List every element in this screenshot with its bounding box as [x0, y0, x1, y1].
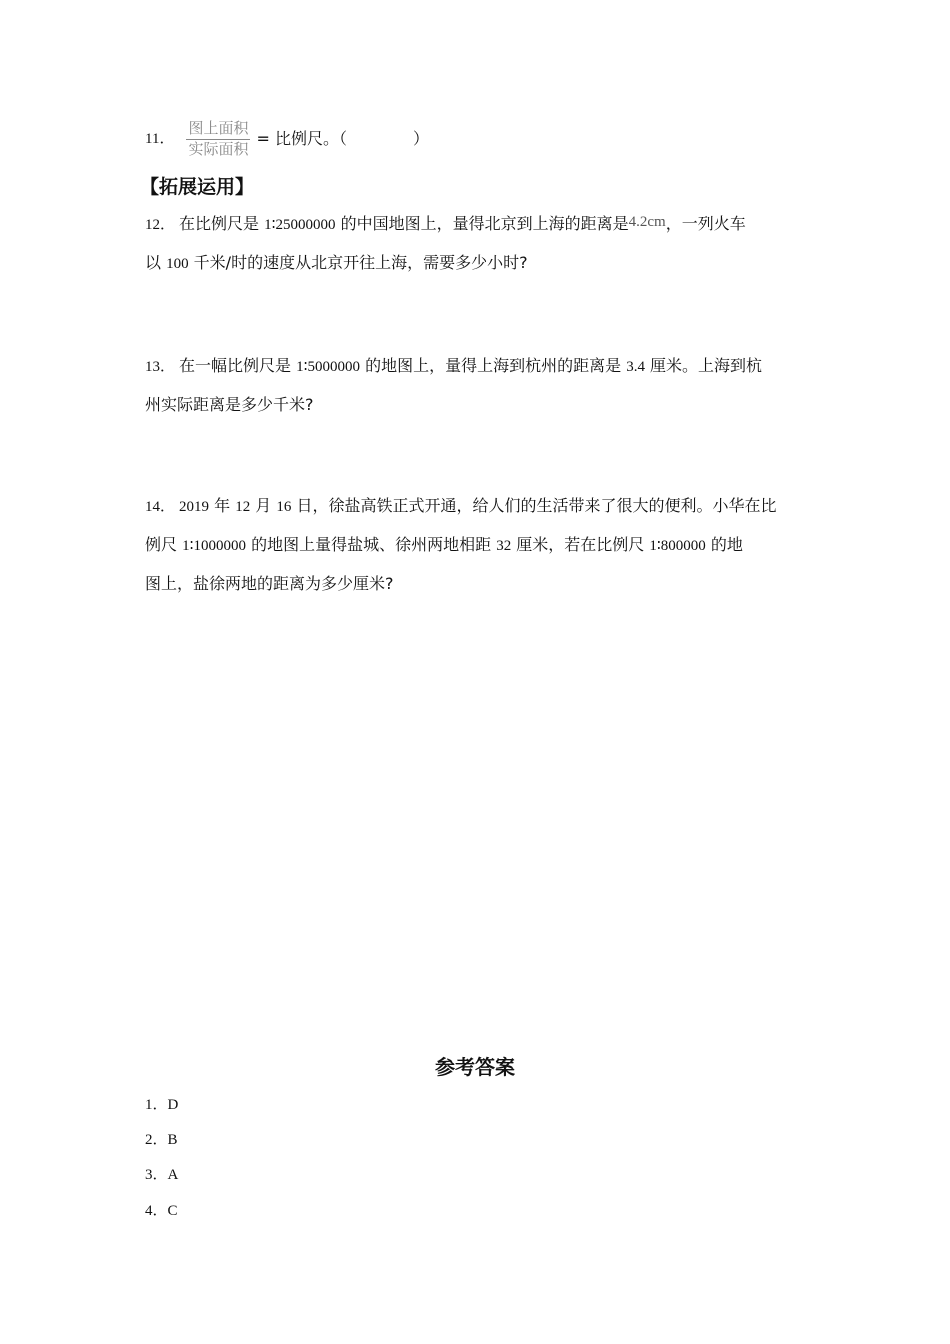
answer-item: 3．A: [145, 1167, 179, 1183]
question-13: [145, 347, 810, 424]
distance-value: 3.4: [626, 359, 645, 375]
day-value: 16: [276, 499, 292, 515]
scale-value: 1∶1000000: [182, 538, 246, 554]
question-text: 图上，盐徐两地的距离为多少厘米?: [145, 574, 394, 593]
question-text: 的中国地图上，量得北京到上海的距离是: [335, 214, 629, 233]
answer-item: 2．B: [145, 1132, 178, 1148]
answer-item: 1．D: [145, 1097, 179, 1113]
area-ratio-fraction: [186, 119, 250, 160]
fraction-numerator: 图上面积: [186, 119, 250, 140]
year-value: 2019: [179, 499, 210, 515]
question-text: 州实际距离是多少千米?: [145, 395, 314, 414]
question-14: [145, 487, 810, 603]
question-11: [145, 114, 810, 164]
question-text: 月: [250, 496, 277, 515]
question-number: 11．: [145, 131, 175, 147]
question-text: 的地图上，量得上海到杭州的距离是: [360, 356, 627, 375]
question-text: 日，徐盐高铁正式开通，给人们的生活带来了很大的便利。小华在比: [291, 496, 777, 515]
question-text: 以: [145, 253, 167, 272]
month-value: 12: [235, 499, 251, 515]
section-title: 【拓展运用】: [140, 176, 255, 198]
question-text: 厘米。上海到杭: [644, 356, 763, 375]
question-text: 在一幅比例尺是: [179, 356, 297, 375]
question-text: 的地图上量得盐城、徐州两地相距: [246, 535, 497, 554]
answers-title: 参考答案: [435, 1055, 515, 1079]
question-text: 例尺: [145, 535, 183, 554]
question-text: 千米/时的速度从北京开往上海，需要多少小时?: [188, 253, 528, 272]
question-text: = 比例尺。（: [256, 129, 347, 148]
question-text: ，一列火车: [665, 214, 746, 233]
distance-value: 4.2cm: [628, 214, 666, 230]
question-number: 12．: [145, 217, 176, 233]
fraction-denominator: 实际面积: [188, 141, 249, 158]
question-text: 厘米，若在比例尺: [511, 535, 650, 554]
question-12: [145, 205, 810, 283]
question-text: 的地: [705, 535, 743, 554]
scale-value: 1∶5000000: [296, 359, 361, 375]
closing-paren: ）: [412, 129, 429, 148]
scale-value: 1∶25000000: [264, 217, 336, 233]
question-number: 14．: [145, 499, 176, 515]
scale-value: 1∶800000: [649, 538, 706, 554]
answer-item: 4．C: [145, 1203, 178, 1219]
question-text: 年: [209, 496, 236, 515]
speed-value: 100: [166, 256, 189, 272]
question-number: 13．: [145, 359, 176, 375]
question-text: 在比例尺是: [179, 214, 265, 233]
distance-value: 32: [496, 538, 512, 554]
